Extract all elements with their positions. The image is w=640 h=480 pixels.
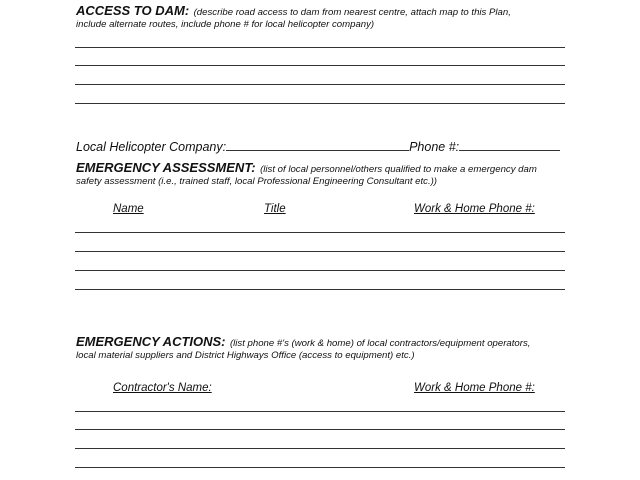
column-phone: Work & Home Phone #: <box>414 203 535 215</box>
access-description-cont: include alternate routes, include phone # for local helicopter company) <box>76 19 375 30</box>
assessment-line-3[interactable] <box>75 270 565 271</box>
actions-line-1[interactable] <box>75 411 565 412</box>
assessment-description-cont: safety assessment (i.e., trained staff, local Professional Engineering Consultant etc.)) <box>76 176 438 187</box>
actions-description: (list phone #'s (work & home) of local contractors/equipment operators, <box>229 338 531 349</box>
actions-line-2[interactable] <box>75 429 565 430</box>
assessment-line-4[interactable] <box>75 289 565 290</box>
actions-heading: EMERGENCY ACTIONS: <box>76 334 226 349</box>
assessment-section-header <box>76 162 576 176</box>
helicopter-phone-label: Phone #: <box>409 140 460 154</box>
access-description: (describe road access to dam from nearest centre, attach map to this Plan, <box>193 7 511 18</box>
access-section-header <box>76 5 576 19</box>
actions-line-3[interactable] <box>75 448 565 449</box>
access-line-3[interactable] <box>75 84 565 85</box>
actions-line-4[interactable] <box>75 467 565 468</box>
actions-section-header <box>76 336 576 350</box>
assessment-line-2[interactable] <box>75 251 565 252</box>
helicopter-phone-field[interactable] <box>459 139 560 151</box>
column-contractor-name: Contractor's Name: <box>113 382 212 394</box>
column-title: Title <box>264 203 286 215</box>
access-line-1[interactable] <box>75 47 565 48</box>
access-line-2[interactable] <box>75 65 565 66</box>
assessment-description: (list of local personnel/others qualified to make a emergency dam <box>260 164 537 175</box>
access-line-4[interactable] <box>75 103 565 104</box>
access-heading: ACCESS TO DAM: <box>76 3 190 18</box>
actions-description-cont: local material suppliers and District Highways Office (access to equipment) etc.) <box>76 350 415 361</box>
helicopter-company-field[interactable] <box>226 139 409 151</box>
helicopter-company-label: Local Helicopter Company: <box>76 140 227 154</box>
assessment-heading: EMERGENCY ASSESSMENT: <box>76 160 256 175</box>
column-name: Name <box>113 203 144 215</box>
helicopter-row <box>76 139 560 154</box>
column-contractor-phone: Work & Home Phone #: <box>414 382 535 394</box>
assessment-line-1[interactable] <box>75 232 565 233</box>
